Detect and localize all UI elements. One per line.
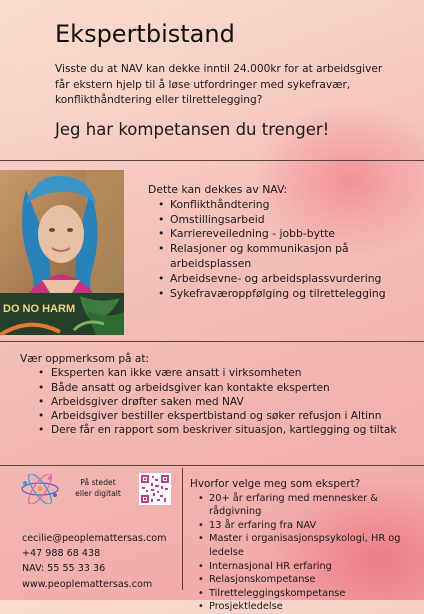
list-item: • Relasjonskompetanse [196,573,418,587]
divider-middle [0,341,424,342]
list-item: • Sykefraværoppfølging og tilrettelegging [156,287,386,302]
list-item: • 20+ år erfaring med mennesker & rådgivning [196,492,418,519]
availability-line-1: På stedet [80,478,116,487]
list-item-continued [156,257,386,272]
portrait-photo [0,170,124,335]
list-item: • Tilretteleggingskompetanse [196,587,418,601]
list-item: • Arbeidsgiver bestiller ekspertbistand og søker refusjon i Altinn [36,409,397,423]
list-item: • Eksperten kan ikke være ansatt i virksomheten [36,366,397,380]
divider-top [0,160,424,161]
list-item: • Omstillingsarbeid [156,213,386,228]
list-item: • Både ansatt og arbeidsgiver kan kontakte eksperten [36,381,397,395]
availability-note [72,477,124,499]
contact-nav-id: NAV: 55 55 33 36 [22,563,106,575]
atom-icon [20,474,60,504]
qr-code[interactable] [138,472,172,506]
sign-text: DO NO HARM [3,303,76,315]
contact-info [22,531,166,592]
intro-text: Visste du at NAV kan dekke inntil 24.000kr for at arbeidsgiver får ekstern hjelp til å løse utfordringer med sykefravær, konflikthåndtering eller tilrettelegging? [55,63,383,106]
list-item: • Arbeidsgiver drøfter saken med NAV [36,395,397,409]
list-item: • Dere får en rapport som beskriver situasjon, kartlegging og tiltak [36,423,397,437]
notice-heading: Vær oppmerksom på at: [20,353,150,365]
list-item: • 13 år erfaring fra NAV [196,519,418,533]
list-item: • Prosjektledelse [196,600,418,614]
contact-email[interactable]: cecilie@peoplemattersas.com [22,533,167,544]
list-item-continued-text: arbeidsplassen [170,256,252,270]
nav-coverage-section [148,183,386,301]
why-section [190,478,418,614]
why-heading: Hvorfor velge meg som ekspert? [190,478,361,490]
list-item: • Internasjonal HR erfaring [196,560,418,574]
list-item: • Master i organisasjonspsykologi, HR og ledelse [196,532,418,559]
divider-bottom [0,465,424,466]
page-title: Ekspertbistand [55,20,235,48]
contact-phone[interactable]: +47 988 68 438 [22,548,101,560]
list-item: • Karriereveiledning - jobb-bytte [156,227,386,242]
availability-line-2: eller digitalt [75,489,121,498]
divider-vertical [182,468,183,590]
list-item: • Arbeidsevne- og arbeidsplassvurdering [156,272,386,287]
nav-coverage-heading: Dette kan dekkes av NAV: [148,183,288,196]
contact-website[interactable]: www.peoplemattersas.com [22,578,153,590]
notice-section [20,352,397,438]
claim-heading: Jeg har kompetansen du trenger! [55,120,330,139]
list-item: • Konflikthåndtering [156,198,386,213]
list-item: • Relasjoner og kommunikasjon på [156,242,386,257]
